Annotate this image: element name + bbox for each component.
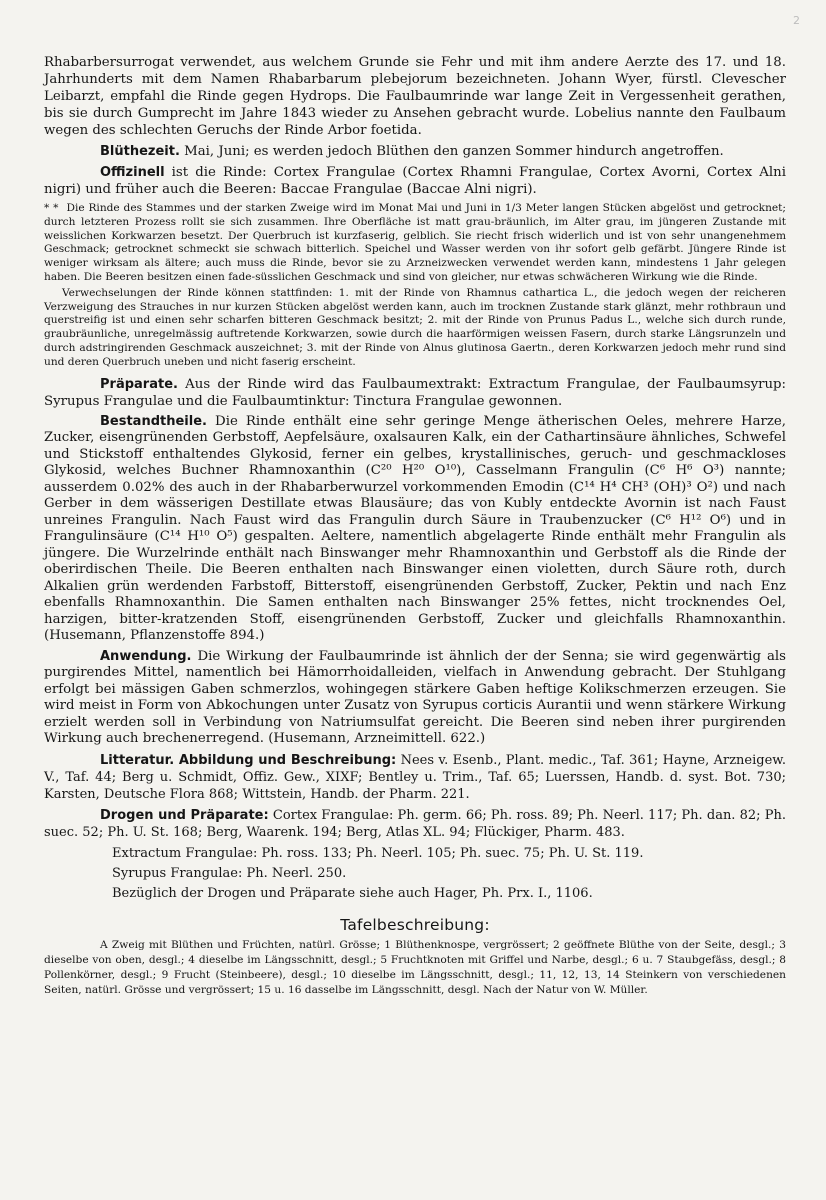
litteratur-section — [44, 752, 786, 803]
syrupus-line: Syrupus Frangulae: Ph. Neerl. 250. — [112, 865, 347, 881]
anwendung-section — [44, 649, 786, 748]
bestandtheile-section — [44, 414, 786, 645]
offizinell-description-text: Die Rinde des Stammes und der starken Zweige wird im Monat Mai und Juni in 1/3 Meter langen Stücken abgelöst und getrocknet; durch letzteren Prozess rollt sie sich zusammen. Ihre Oberfläche ist matt grau-bräunlich, im Alter grau, im jüngeren Zustande mit weisslichen Korkwarzen besetzt. Der Querbruch ist kurzfaserig, gelblich. Sie riecht frisch widerlich und ist von sehr unangenehmem Geschmack; getrocknet schmeckt sie schwach bitterlich. Speichel und Wasser werden von ihr sofort gelb gefärbt. Jüngere Rinde ist weniger wirksam als ältere; auch muss die Rinde, bevor sie zu Arzneizwecken verwendet werden kann, mindestens 1 Jahr gelegen haben. Die Beeren besitzen einen fade-süsslichen Geschmack und sind von gleicher, nur etwas schwächeren Wirkung wie die Rinde. — [44, 202, 786, 283]
page-folio: 2 — [793, 14, 800, 27]
section-mark: * * — [44, 202, 59, 214]
praeparate-text: Aus der Rinde wird das Faulbaumextrakt: Extractum Frangulae, der Faulbaumsyrup: Syrupus Frangulae und die Faulbaumtinktur: Tinctura Frangulae gewonnen. — [44, 376, 786, 409]
anwendung-text: Die Wirkung der Faulbaumrinde ist ähnlich der der Senna; sie wird gegenwärtig als purgirendes Mittel, namentlich bei Hämorrhoidalleiden, vielfach in Anwendung gebracht. Der Stuhlgang erfolgt bei mässigen Gaben schmerzlos, wohingegen stärkere Gaben heftige Kolikschmerzen erzeugen. Sie wird meist in Form von Abkochungen unter Zusatz von Syrupus corticis Aurantii und wenn stärkere Wirkung erzielt werden soll in Verbindung von Natriumsulfat gereicht. Die Beeren sind neben ihrer purgirenden Wirkung auch brechenerregend. (Husemann, Arzneimittell. 622.) — [44, 648, 786, 747]
offizinell-text: ist die Rinde: Cortex Frangulae (Cortex Rhamni Frangulae, Cortex Avorni, Cortex Alni nigri) und früher auch die Beeren: Baccae Frangulae (Baccae Alni nigri). — [44, 165, 786, 197]
offizinell-description — [44, 202, 786, 285]
anwendung-heading: Anwendung. — [100, 648, 192, 664]
bluetezeit-heading: Blüthezeit. — [100, 144, 180, 159]
offizinell-section — [44, 164, 786, 198]
bestandtheile-text: Die Rinde enthält eine sehr geringe Menge ätherischen Oeles, mehrere Harze, Zucker, eisengrünenden Gerbstoff, Aepfelsäure, oxalsauren Kalk, ein der Cathartinsäure ähnliches, Schwefel und Stickstoff enthaltendes Glykosid, ferner ein gelbes, krystallinisches, geruch- und geschmackloses Glykosid, welches Buchner Rhamnoxanthin (C²⁰ H²⁰ O¹⁰), Casselmann Frangulin (C⁶ H⁶ O³) nannte; ausserdem 0.02% des auch in der Rhabarberwurzel vorkommenden Emodin (C¹⁴ H⁴ CH³ (OH)³ O²) und nach Gerber in dem wässerigen Destillate etwas Blausäure; das von Kubly entdeckte Avornin ist nach Faust unreines Frangulin. Nach Faust wird das Frangulin durch Säure in Traubenzucker (C⁶ H¹² O⁶) und in Frangulinsäure (C¹⁴ H¹⁰ O⁵) gespalten. Aeltere, namentlich abgelagerte Rinde enthält mehr Frangulin als jüngere. Die Wurzelrinde enthält nach Binswanger mehr Rhamnoxanthin und Gerbstoff als die Rinde der oberirdischen Theile. Die Beeren enthalten nach Binswanger einen violetten, durch Säure roth, durch Alkalien grün werdenden Farbstoff, Bitterstoff, eisengrünenden Gerbstoff, Zucker, Pektin und nach Enz ebenfalls Rhamnoxanthin. Die Samen enthalten nach Binswanger 25% fettes, nicht trocknendes Oel, harzigen, bitter-kratzenden Stoff, eisengrünenden Gerbstoff, Zucker und gleichfalls Rhamnoxanthin. (Husemann, Pflanzenstoffe 894.) — [44, 413, 786, 644]
litteratur-block — [44, 752, 786, 841]
offizinell-heading: Offizinell — [100, 165, 165, 180]
bluetezeit-section — [44, 143, 786, 160]
drogen-section — [44, 807, 786, 841]
bluetezeit-text: Mai, Juni; es werden jedoch Blüthen den ganzen Sommer hindurch angetroffen. — [184, 144, 724, 159]
bezueglich-line: Bezüglich der Drogen und Präparate siehe auch Hager, Ph. Prx. I., 1106. — [112, 885, 593, 901]
tafel-title: Tafelbeschreibung: — [340, 915, 490, 934]
drogen-text: Cortex Frangulae: Ph. germ. 66; Ph. ross. 89; Ph. Neerl. 117; Ph. dan. 82; Ph. suec. 52; Ph. U. St. 168; Berg, Waarenk. 194; Berg, Atlas XL. 94; Flückiger, Pharm. 483. — [44, 807, 786, 840]
praeparate-section — [44, 376, 786, 410]
drogen-heading: Drogen und Präparate: — [100, 807, 269, 823]
extractum-line: Extractum Frangulae: Ph. ross. 133; Ph. Neerl. 105; Ph. suec. 75; Ph. U. St. 119. — [112, 845, 644, 861]
litteratur-heading: Litteratur. Abbildung und Beschreibung: — [100, 752, 397, 768]
praeparate-heading: Präparate. — [100, 376, 178, 392]
intro-paragraph: Rhabarbersurrogat verwendet, aus welchem Grunde sie Fehr und mit ihm andere Aerzte des 17. und 18. Jahrhunderts mit dem Namen Rhabarbarum plebejorum bezeichneten. Johann Wyer, fürstl. Clevescher Leibarzt, empfahl die Rinde gegen Hydrops. Die Faulbaumrinde war lange Zeit in Vergessenheit gerathen, bis sie durch Gumprecht im Jahre 1843 wieder zu Ansehen gebracht wurde. Lobelius nannte den Faulbaum wegen des schlechten Geruchs der Rinde Arbor foetida. — [44, 55, 786, 138]
litteratur-text: Nees v. Esenb., Plant. medic., Taf. 361; Hayne, Arzneigew. V., Taf. 44; Berg u. Schmidt, Offiz. Gew., XIXF; Bentley u. Trim., Taf. 65; Luerssen, Handb. d. syst. Bot. 730; Karsten, Deutsche Flora 868; Wittstein, Handb. der Pharm. 221. — [44, 752, 786, 802]
bestandtheile-heading: Bestandtheile. — [100, 413, 207, 429]
tafel-caption: A Zweig mit Blüthen und Früchten, natürl. Grösse; 1 Blüthenknospe, vergrössert; 2 geöffnete Blüthe von der Seite, desgl.; 3 dieselbe von oben, desgl.; 4 dieselbe im Längsschnitt, desgl.; 5 Fruchtknoten mit Griffel und Narbe, desgl.; 6 u. 7 Staubgefäss, desgl.; 8 Pollenkörner, desgl.; 9 Frucht (Steinbeere), desgl.; 10 dieselbe im Längsschnitt, desgl.; 11, 12, 13, 14 Steinkern von verschiedenen Seiten, natürl. Grösse und vergrössert; 15 u. 16 dasselbe im Längsschnitt, desgl. Nach der Natur von W. Müller. — [44, 938, 786, 997]
verwechselungen-paragraph: Verwechselungen der Rinde können stattfinden: 1. mit der Rinde von Rhamnus cathartica L., die jedoch wegen der reicheren Verzweigung des Strauches in nur kurzen Stücken abgelöst werden kann, auch im trocknen Zustande stark glänzt, mehr rothbraun und querstreifig ist und einen sehr scharfen bitteren Geschmack besitzt; 2. mit der Rinde von Prunus Padus L., welche sich durch runde, graubräunliche, unregelmässig auftretende Korkwarzen, sowie durch die haarförmigen weissen Fasern, durch starke Längsrunzeln und durch adstringirenden Geschmack auszeichnet; 3. mit der Rinde von Alnus glutinosa Gaertn., deren Korkwarzen jedoch mehr rund sind und deren Querbruch uneben und nicht faserig erscheint. — [44, 286, 786, 368]
